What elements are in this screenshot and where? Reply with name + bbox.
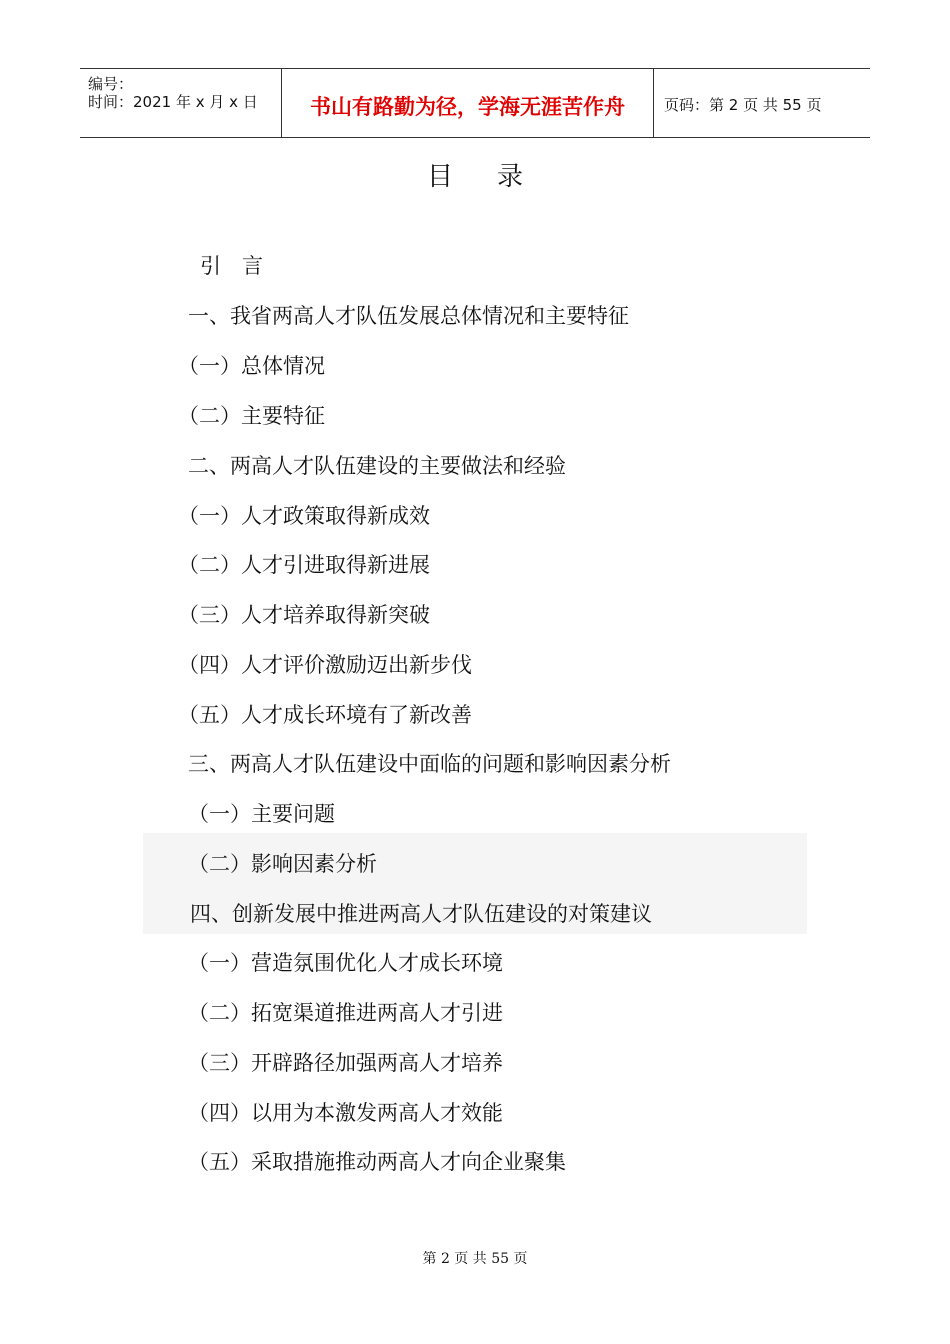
- toc-item[interactable]: （一）总体情况: [178, 354, 325, 378]
- toc-item[interactable]: 引 言: [200, 254, 263, 278]
- header-page-cell: [654, 69, 870, 137]
- toc-item[interactable]: （四）以用为本激发两高人才效能: [188, 1101, 503, 1125]
- toc-item[interactable]: 二、两高人才队伍建设的主要做法和经验: [188, 454, 566, 478]
- toc-item[interactable]: （三）人才培养取得新突破: [178, 603, 430, 627]
- page-header: [80, 68, 870, 138]
- header-meta: [80, 69, 282, 137]
- toc-item[interactable]: （五）人才成长环境有了新改善: [178, 703, 472, 727]
- date-label: 时间：2021 年 x 月 x 日: [88, 93, 258, 111]
- toc-item[interactable]: 四、创新发展中推进两高人才队伍建设的对策建议: [190, 902, 652, 926]
- header-motto-cell: [282, 69, 654, 137]
- page-footer: 第 2 页 共 55 页: [422, 1251, 528, 1267]
- toc-item[interactable]: （五）采取措施推动两高人才向企业聚集: [188, 1150, 566, 1174]
- toc-item[interactable]: （四）人才评价激励迈出新步伐: [178, 653, 472, 677]
- toc-item[interactable]: （一）人才政策取得新成效: [178, 504, 430, 528]
- toc-item[interactable]: （二）主要特征: [178, 404, 325, 428]
- toc-item[interactable]: （二）人才引进取得新进展: [178, 553, 430, 577]
- toc-item[interactable]: （一）主要问题: [188, 802, 335, 826]
- page-title: 目录: [426, 162, 567, 192]
- serial-label: 编号：: [88, 75, 134, 93]
- toc-item[interactable]: （三）开辟路径加强两高人才培养: [188, 1051, 503, 1075]
- toc-item[interactable]: （二）影响因素分析: [188, 852, 377, 876]
- toc-item[interactable]: （二）拓宽渠道推进两高人才引进: [188, 1001, 503, 1025]
- toc-item[interactable]: 一、我省两高人才队伍发展总体情况和主要特征: [188, 304, 629, 328]
- page-code: 页码：第 2 页 共 55 页: [664, 96, 822, 114]
- toc-item[interactable]: 三、两高人才队伍建设中面临的问题和影响因素分析: [188, 752, 671, 776]
- toc-item[interactable]: （一）营造氛围优化人才成长环境: [188, 951, 503, 975]
- motto-text: 书山有路勤为径，学海无涯苦作舟: [310, 95, 625, 119]
